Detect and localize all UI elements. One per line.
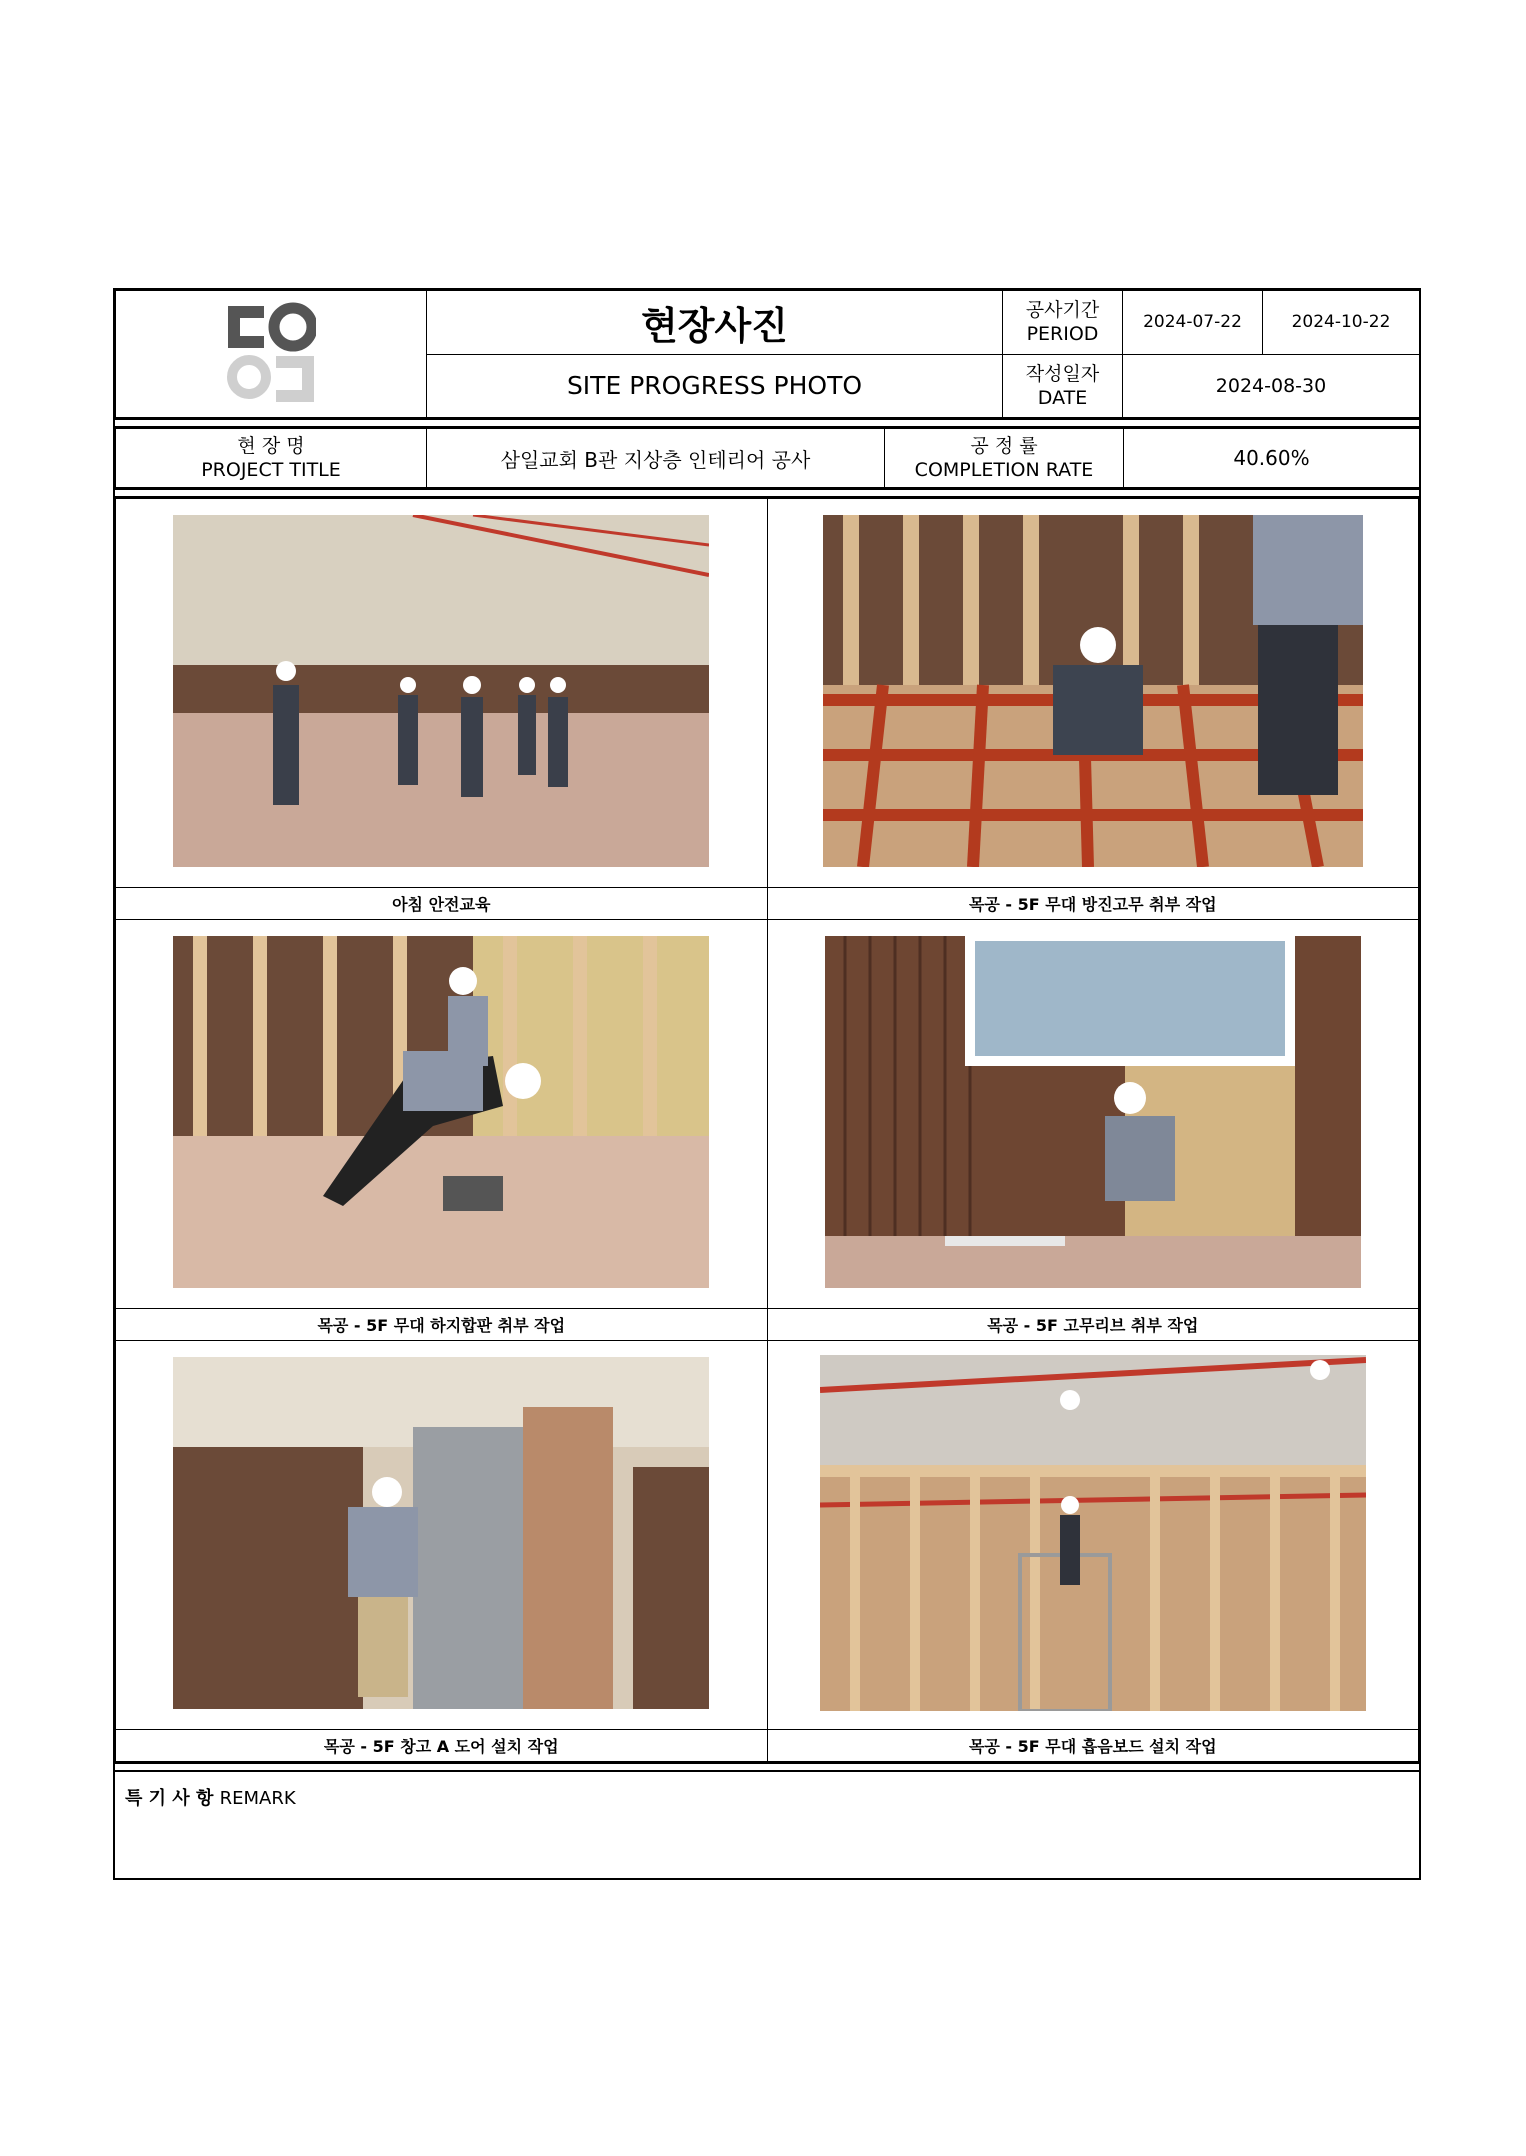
remark-label-ko: 특 기 사 항 xyxy=(125,1788,214,1809)
photo-cell xyxy=(116,920,768,1309)
project-title-label-en: PROJECT TITLE xyxy=(201,459,341,481)
remark-label-en: REMARK xyxy=(219,1788,296,1809)
logo-icon xyxy=(226,302,316,402)
photo-cell xyxy=(767,499,1419,888)
photo-cell xyxy=(767,920,1419,1309)
completion-rate-label-en: COMPLETION RATE xyxy=(914,459,1094,481)
ceiling-board-photo xyxy=(820,1355,1366,1711)
project-title-label-ko: 현 장 명 xyxy=(237,435,305,457)
period-end: 2024-10-22 xyxy=(1263,291,1420,355)
date-label-ko: 작성일자 xyxy=(1025,362,1100,385)
door-install-photo xyxy=(173,1357,709,1709)
date-label xyxy=(1003,354,1123,418)
photo-caption: 아침 안전교육 xyxy=(116,888,768,920)
completion-rate-label xyxy=(885,429,1124,488)
completion-rate-value: 40.60% xyxy=(1124,429,1420,488)
photo-caption: 목공 - 5F 무대 흡음보드 설치 작업 xyxy=(767,1730,1419,1762)
project-title-label xyxy=(116,429,427,488)
project-title-value: 삼일교회 B관 지상층 인테리어 공사 xyxy=(427,429,885,488)
period-start: 2024-07-22 xyxy=(1123,291,1263,355)
period-label-ko: 공사기간 xyxy=(1025,299,1100,322)
remark-label xyxy=(125,1784,296,1810)
safety-meeting-photo xyxy=(173,515,709,867)
photo-cell xyxy=(116,499,768,888)
plywood-cutting-photo xyxy=(173,936,709,1288)
company-logo xyxy=(116,291,427,418)
photo-caption: 목공 - 5F 무대 하지합판 취부 작업 xyxy=(116,1309,768,1341)
photo-grid xyxy=(113,496,1421,1764)
photo-caption: 목공 - 5F 고무리브 취부 작업 xyxy=(767,1309,1419,1341)
date-value: 2024-08-30 xyxy=(1123,354,1420,418)
period-label-en: PERIOD xyxy=(1026,323,1099,346)
photo-caption: 목공 - 5F 창고 A 도어 설치 작업 xyxy=(116,1730,768,1762)
photo-caption: 목공 - 5F 무대 방진고무 취부 작업 xyxy=(767,888,1419,920)
wall-rib-photo xyxy=(825,936,1361,1288)
photo-cell xyxy=(767,1341,1419,1730)
page-title-en: SITE PROGRESS PHOTO xyxy=(427,354,1003,418)
completion-rate-label-ko: 공 정 률 xyxy=(970,435,1038,457)
remark-section xyxy=(113,1770,1421,1880)
project-info-block xyxy=(113,426,1421,490)
header-block xyxy=(113,288,1421,420)
date-label-en: DATE xyxy=(1037,386,1088,409)
period-label xyxy=(1003,291,1123,355)
floor-frame-photo xyxy=(823,515,1363,867)
photo-cell xyxy=(116,1341,768,1730)
page-title-ko: 현장사진 xyxy=(427,291,1003,355)
